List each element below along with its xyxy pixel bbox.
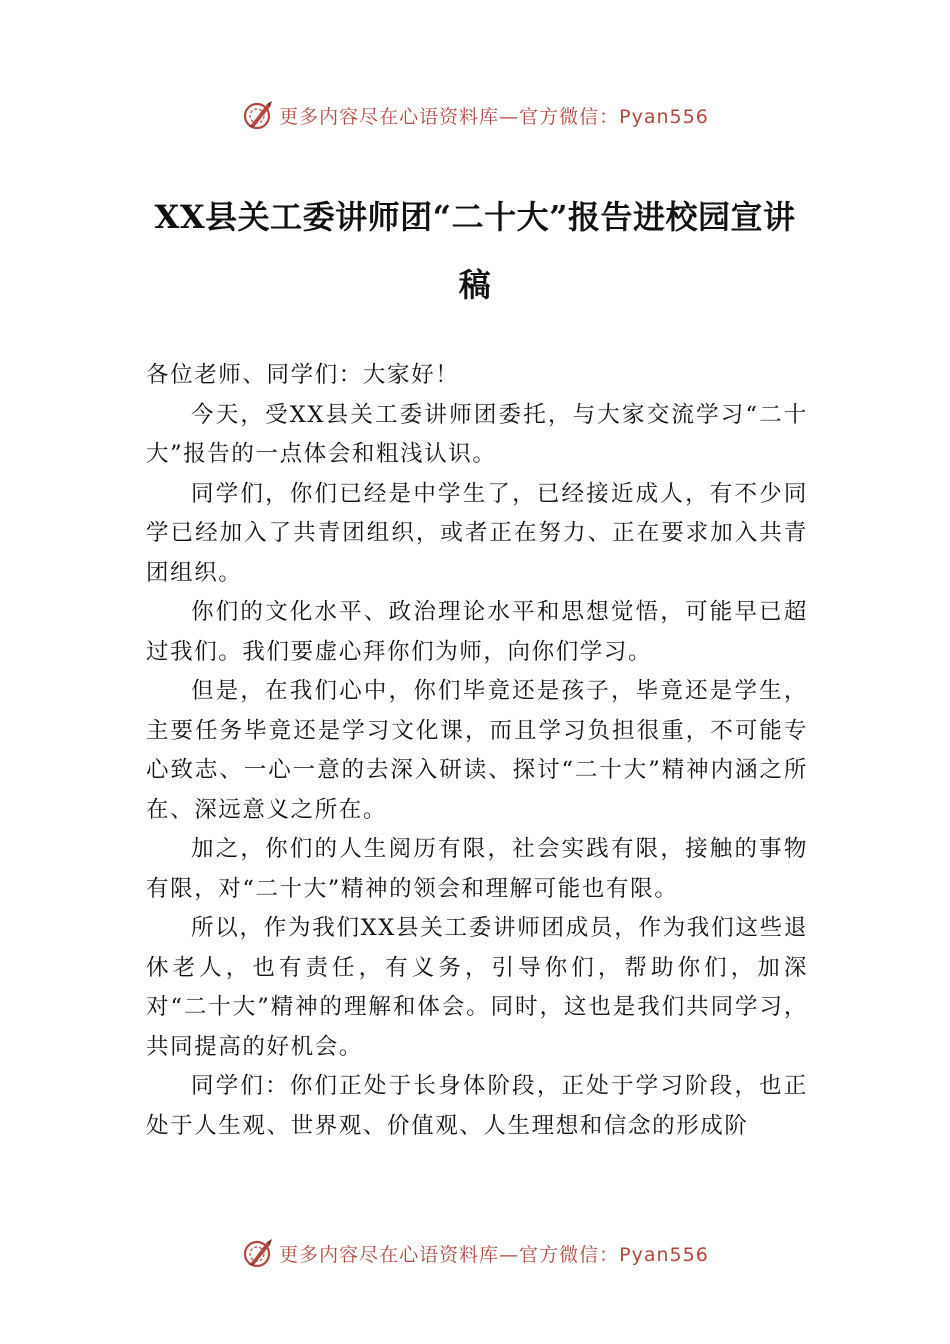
header-banner [0,95,950,135]
paragraph: 但是，在我们心中，你们毕竟还是孩子，毕竟还是学生，主要任务毕竟还是学习文化课，而且学习负担很重，不可能专心致志、一心一意的去深入研读、探讨“二十大”精神内涵之所在、深远意义之所在。 [146,678,808,823]
banner-text: 更多内容尽在心语资料库—官方微信：Pyan556 [279,105,709,128]
pen-logo-icon [241,98,275,132]
banner-text: 更多内容尽在心语资料库—官方微信：Pyan556 [279,1243,709,1266]
pen-logo-icon [241,1236,275,1270]
paragraph: 今天，受XX县关工委讲师团委托，与大家交流学习“二十大”报告的一点体会和粗浅认识。 [146,401,808,467]
footer-banner [0,1233,950,1273]
wechat-id: Pyan556 [619,1243,709,1266]
document-title: XX县关工委讲师团“二十大”报告进校园宣讲稿 [154,198,796,304]
paragraph: 加之，你们的人生阅历有限，社会实践有限，接触的事物有限，对“二十大”精神的领会和理解可能也有限。 [146,836,808,902]
paragraph: 所以，作为我们XX县关工委讲师团成员，作为我们这些退休老人，也有责任，有义务，引导你们，帮助你们，加深对“二十大”精神的理解和体会。同时，这也是我们共同学习，共同提高的好机会。 [146,915,808,1060]
salutation: 各位老师、同学们：大家好！ [146,362,460,388]
paragraph: 同学们，你们已经是中学生了，已经接近成人，有不少同学已经加入了共青团组织，或者正在努力、正在要求加入共青团组织。 [146,480,808,586]
document-body [146,356,808,1146]
paragraph: 你们的文化水平、政治理论水平和思想觉悟，可能早已超过我们。我们要虚心拜你们为师，向你们学习。 [146,599,808,665]
paragraph: 同学们：你们正处于长身体阶段，正处于学习阶段，也正处于人生观、世界观、价值观、人生理想和信念的形成阶 [146,1073,808,1139]
wechat-id: Pyan556 [619,105,709,128]
